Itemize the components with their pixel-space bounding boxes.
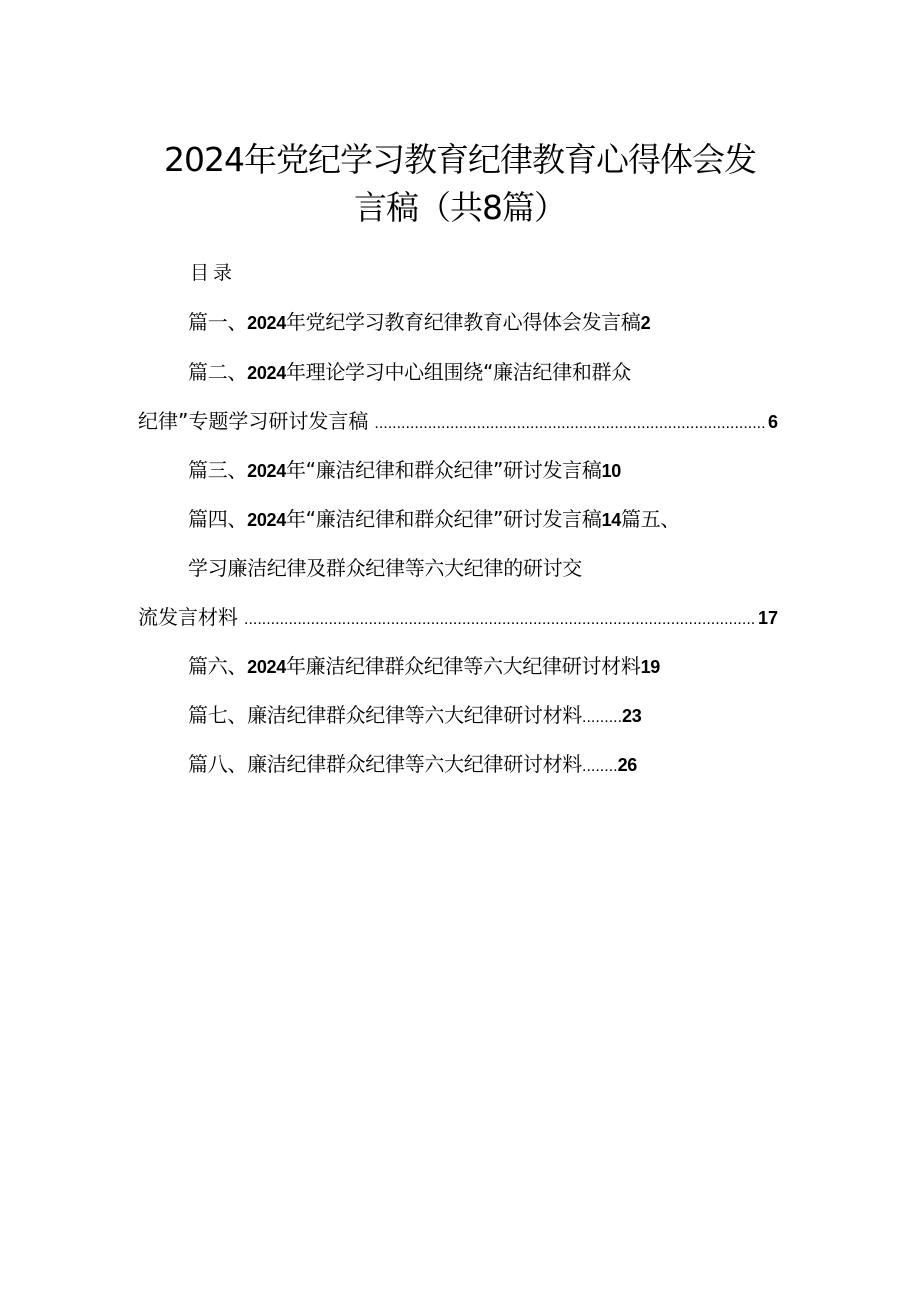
- toc-leader-dots: [374, 408, 766, 440]
- document-title-line-2: 言稿（共8篇）: [354, 188, 566, 227]
- toc-entry-year: 2024: [247, 363, 286, 383]
- toc-entry-page: 6: [767, 412, 778, 432]
- toc-entry-text: 流发言材料: [138, 605, 238, 629]
- toc-entry-1[interactable]: [188, 306, 650, 339]
- toc-entry-label: 篇八、: [188, 752, 248, 776]
- toc-entry-label: 篇六、: [188, 654, 248, 678]
- toc-entry-3[interactable]: [188, 454, 621, 487]
- toc-entry-6[interactable]: [188, 650, 660, 683]
- toc-entry-text: 年“廉洁纪律和群众纪律”研讨发言稿: [285, 507, 602, 531]
- toc-entry-year: 2024: [247, 461, 286, 481]
- document-title-line-1: 2024年党纪学习教育纪律教育心得体会发: [164, 140, 756, 179]
- toc-entry-page: 26: [617, 755, 637, 775]
- toc-leader-dots: .........: [582, 709, 623, 726]
- toc-entry-page: 2: [640, 313, 651, 333]
- toc-entry-text: 年“廉洁纪律和群众纪律”研讨发言稿: [285, 458, 602, 482]
- toc-entry-label: 篇四、: [188, 507, 248, 531]
- toc-heading: 目录: [190, 262, 237, 284]
- toc-entry-page: 10: [601, 461, 621, 481]
- toc-entry-4[interactable]: [188, 503, 680, 536]
- toc-entry-page: 14: [601, 510, 621, 530]
- toc-entry-8[interactable]: [188, 748, 637, 783]
- toc-entry-5-label: 篇五、: [621, 507, 681, 531]
- toc-entry-label: 篇七、: [188, 703, 248, 727]
- toc-entry-page: 19: [640, 657, 660, 677]
- toc-entry-2[interactable]: [188, 356, 631, 389]
- toc-entry-year: 2024: [247, 657, 286, 677]
- toc-entry-text: 年党纪学习教育纪律教育心得体会发言稿: [285, 310, 641, 334]
- toc-entry-2-continuation[interactable]: [138, 405, 778, 440]
- toc-entry-7[interactable]: [188, 699, 641, 734]
- toc-entry-page: 17: [757, 608, 778, 628]
- toc-entry-year: 2024: [247, 510, 286, 530]
- toc-entry-year: 2024: [247, 313, 286, 333]
- toc-leader-dots: ........: [582, 758, 618, 775]
- toc-entry-text: 年廉洁纪律群众纪律等六大纪律研讨材料: [285, 654, 641, 678]
- toc-entry-page: 23: [622, 706, 642, 726]
- toc-entry-label: 篇一、: [188, 310, 248, 334]
- toc-entry-5[interactable]: [188, 552, 582, 584]
- toc-leader-dots: [244, 604, 756, 636]
- toc-entry-label: 篇三、: [188, 458, 248, 482]
- toc-entry-text: 廉洁纪律群众纪律等六大纪律研讨材料: [247, 752, 583, 776]
- toc-entry-text: 年理论学习中心组围绕“廉洁纪律和群众: [285, 360, 631, 384]
- toc-entry-text: 纪律”专题学习研讨发言稿: [138, 409, 369, 433]
- toc-entry-text: 学习廉洁纪律及群众纪律等六大纪律的研讨交: [188, 556, 582, 580]
- toc-entry-text: 廉洁纪律群众纪律等六大纪律研讨材料: [247, 703, 583, 727]
- toc-entry-label: 篇二、: [188, 360, 248, 384]
- toc-entry-5-continuation[interactable]: [138, 601, 778, 636]
